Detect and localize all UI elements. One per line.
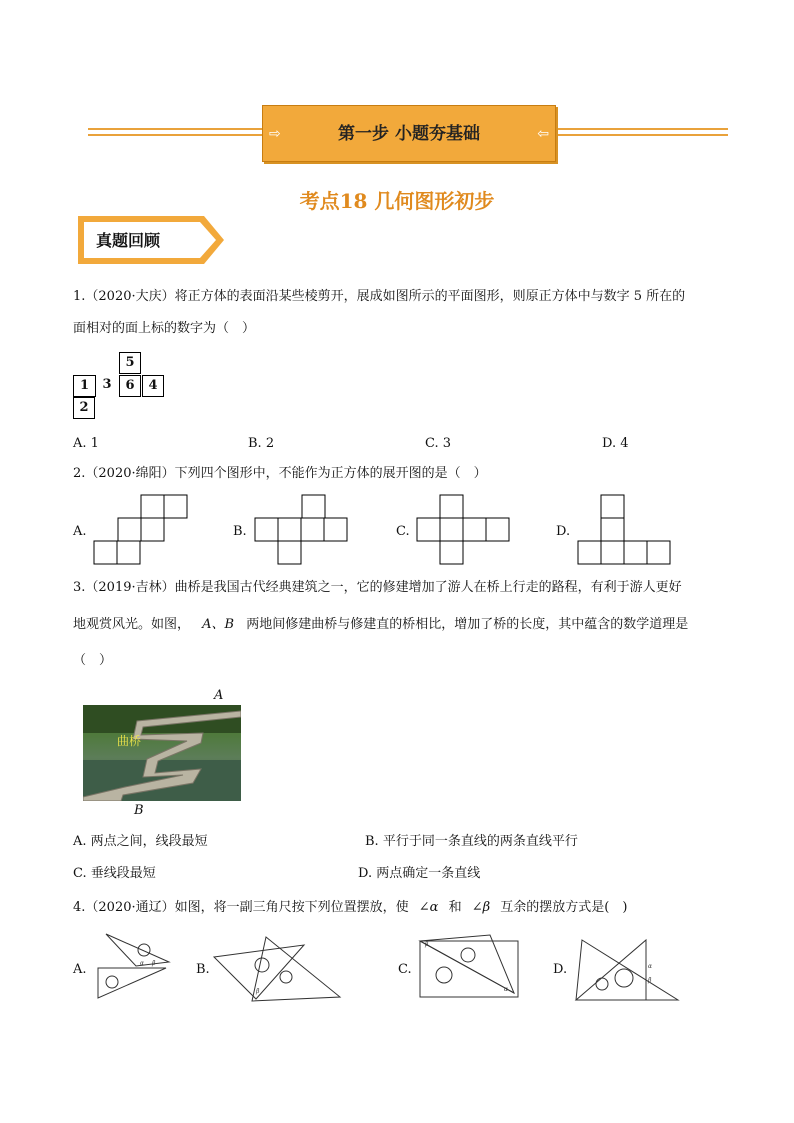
left-arrow-icon: ⇦ [537,126,549,142]
banner-right-line-bottom [554,134,728,136]
section-banner-text: 第一步 小题夯基础 [338,124,480,144]
q3-option-d: D. 两点确定一条直线 [358,866,481,881]
q2-figure-a [93,494,189,566]
q4d-alpha-text: α [648,963,653,970]
q4-figure-b [212,935,344,1003]
net-cell: 5 [119,352,141,374]
angle-alpha: ∠α [418,900,439,915]
question-3-line-2-end: 两地间修建曲桥与修建直的桥相比，增加了桥的长度，其中蕴含的数学道理是 [246,617,689,632]
net-cell: 1 [73,375,95,397]
q2-label-b: B. [233,524,247,539]
net-cell: 4 [142,375,164,397]
q2-figure-c [416,494,514,566]
question-3-line-3: （ ） [73,653,113,668]
q4-label-c: C. [398,962,412,977]
zigzag-bridge-photo [83,705,241,801]
q1-option-a: A. 1 [73,436,99,451]
q3-option-a: A. 两点之间，线段最短 [73,834,208,849]
q4c-alpha-text: α [504,986,509,993]
q3-option-b: B. 平行于同一条直线的两条直线平行 [365,834,578,849]
banner-right-line-top [554,128,728,130]
q4d-beta-text: β [648,977,652,984]
question-1-line-1: 1.（2020·大庆）将正方体的表面沿某些棱剪开，展成如图所示的平面图形，则原正方体中与数字 5 所在的 [73,289,686,304]
question-4-text-end: 互余的摆放方式是( ) [500,900,628,915]
banner-left-line-top [88,128,262,130]
q2-figure-b [254,494,352,566]
q4-label-b: B. [196,962,210,977]
q4-label-d: D. [553,962,568,977]
q4b-beta-text: β [256,988,260,995]
question-3-line-2-start: 地观赏风光。如图， [73,617,191,632]
angle-beta: ∠β [471,900,491,915]
question-2-text: 2.（2020·绵阳）下列四个图形中，不能作为正方体的展开图的是（ ） [73,466,487,481]
question-1-line-2: 面相对的面上标的数字为（ ） [73,321,256,336]
question-4-text [73,898,627,918]
question-4-text-start: 4.（2020·通辽）如图，将一副三角尺按下列位置摆放，使 [73,900,409,915]
photo-label: 曲桥 [117,734,142,748]
q2-label-d: D. [556,524,571,539]
net-cell: 2 [73,397,95,419]
net-cell: 3 [102,377,112,392]
section-tag-text: 真题回顾 [96,231,161,250]
banner-left-line-bottom [88,134,262,136]
q1-option-d: D. 4 [602,436,629,451]
points-ab: A、B [202,617,235,632]
q4-figure-d [574,938,680,1004]
point-a-label: A [214,688,224,703]
q4a-alpha-text: α [140,960,145,967]
q4a-beta-text: β [152,960,156,967]
point-b-label: B [134,803,144,818]
q3-option-c: C. 垂线段最短 [73,866,156,881]
q4-figure-a [94,932,174,1004]
question-3-line-1: 3.（2019·吉林）曲桥是我国古代经典建筑之一，它的修建增加了游人在桥上行走的路程，有利于游人更好 [73,580,682,595]
q1-option-c: C. 3 [425,436,452,451]
question-3-line-2 [73,615,688,635]
section-banner [262,105,556,162]
page-title: 考点18 几何图形初步 [299,189,495,213]
q4c-beta-text: β [425,941,429,948]
right-arrow-icon: ⇨ [269,126,281,142]
q2-label-a: A. [73,524,87,539]
section-tag [76,214,206,264]
net-cell: 6 [119,375,141,397]
question-4-and: 和 [448,900,462,915]
q2-label-c: C. [396,524,410,539]
q4-label-a: A. [73,962,87,977]
q1-option-b: B. 2 [248,436,275,451]
net-divider [95,375,96,397]
q2-figure-d [577,494,675,566]
q4-figure-c [418,933,520,1001]
